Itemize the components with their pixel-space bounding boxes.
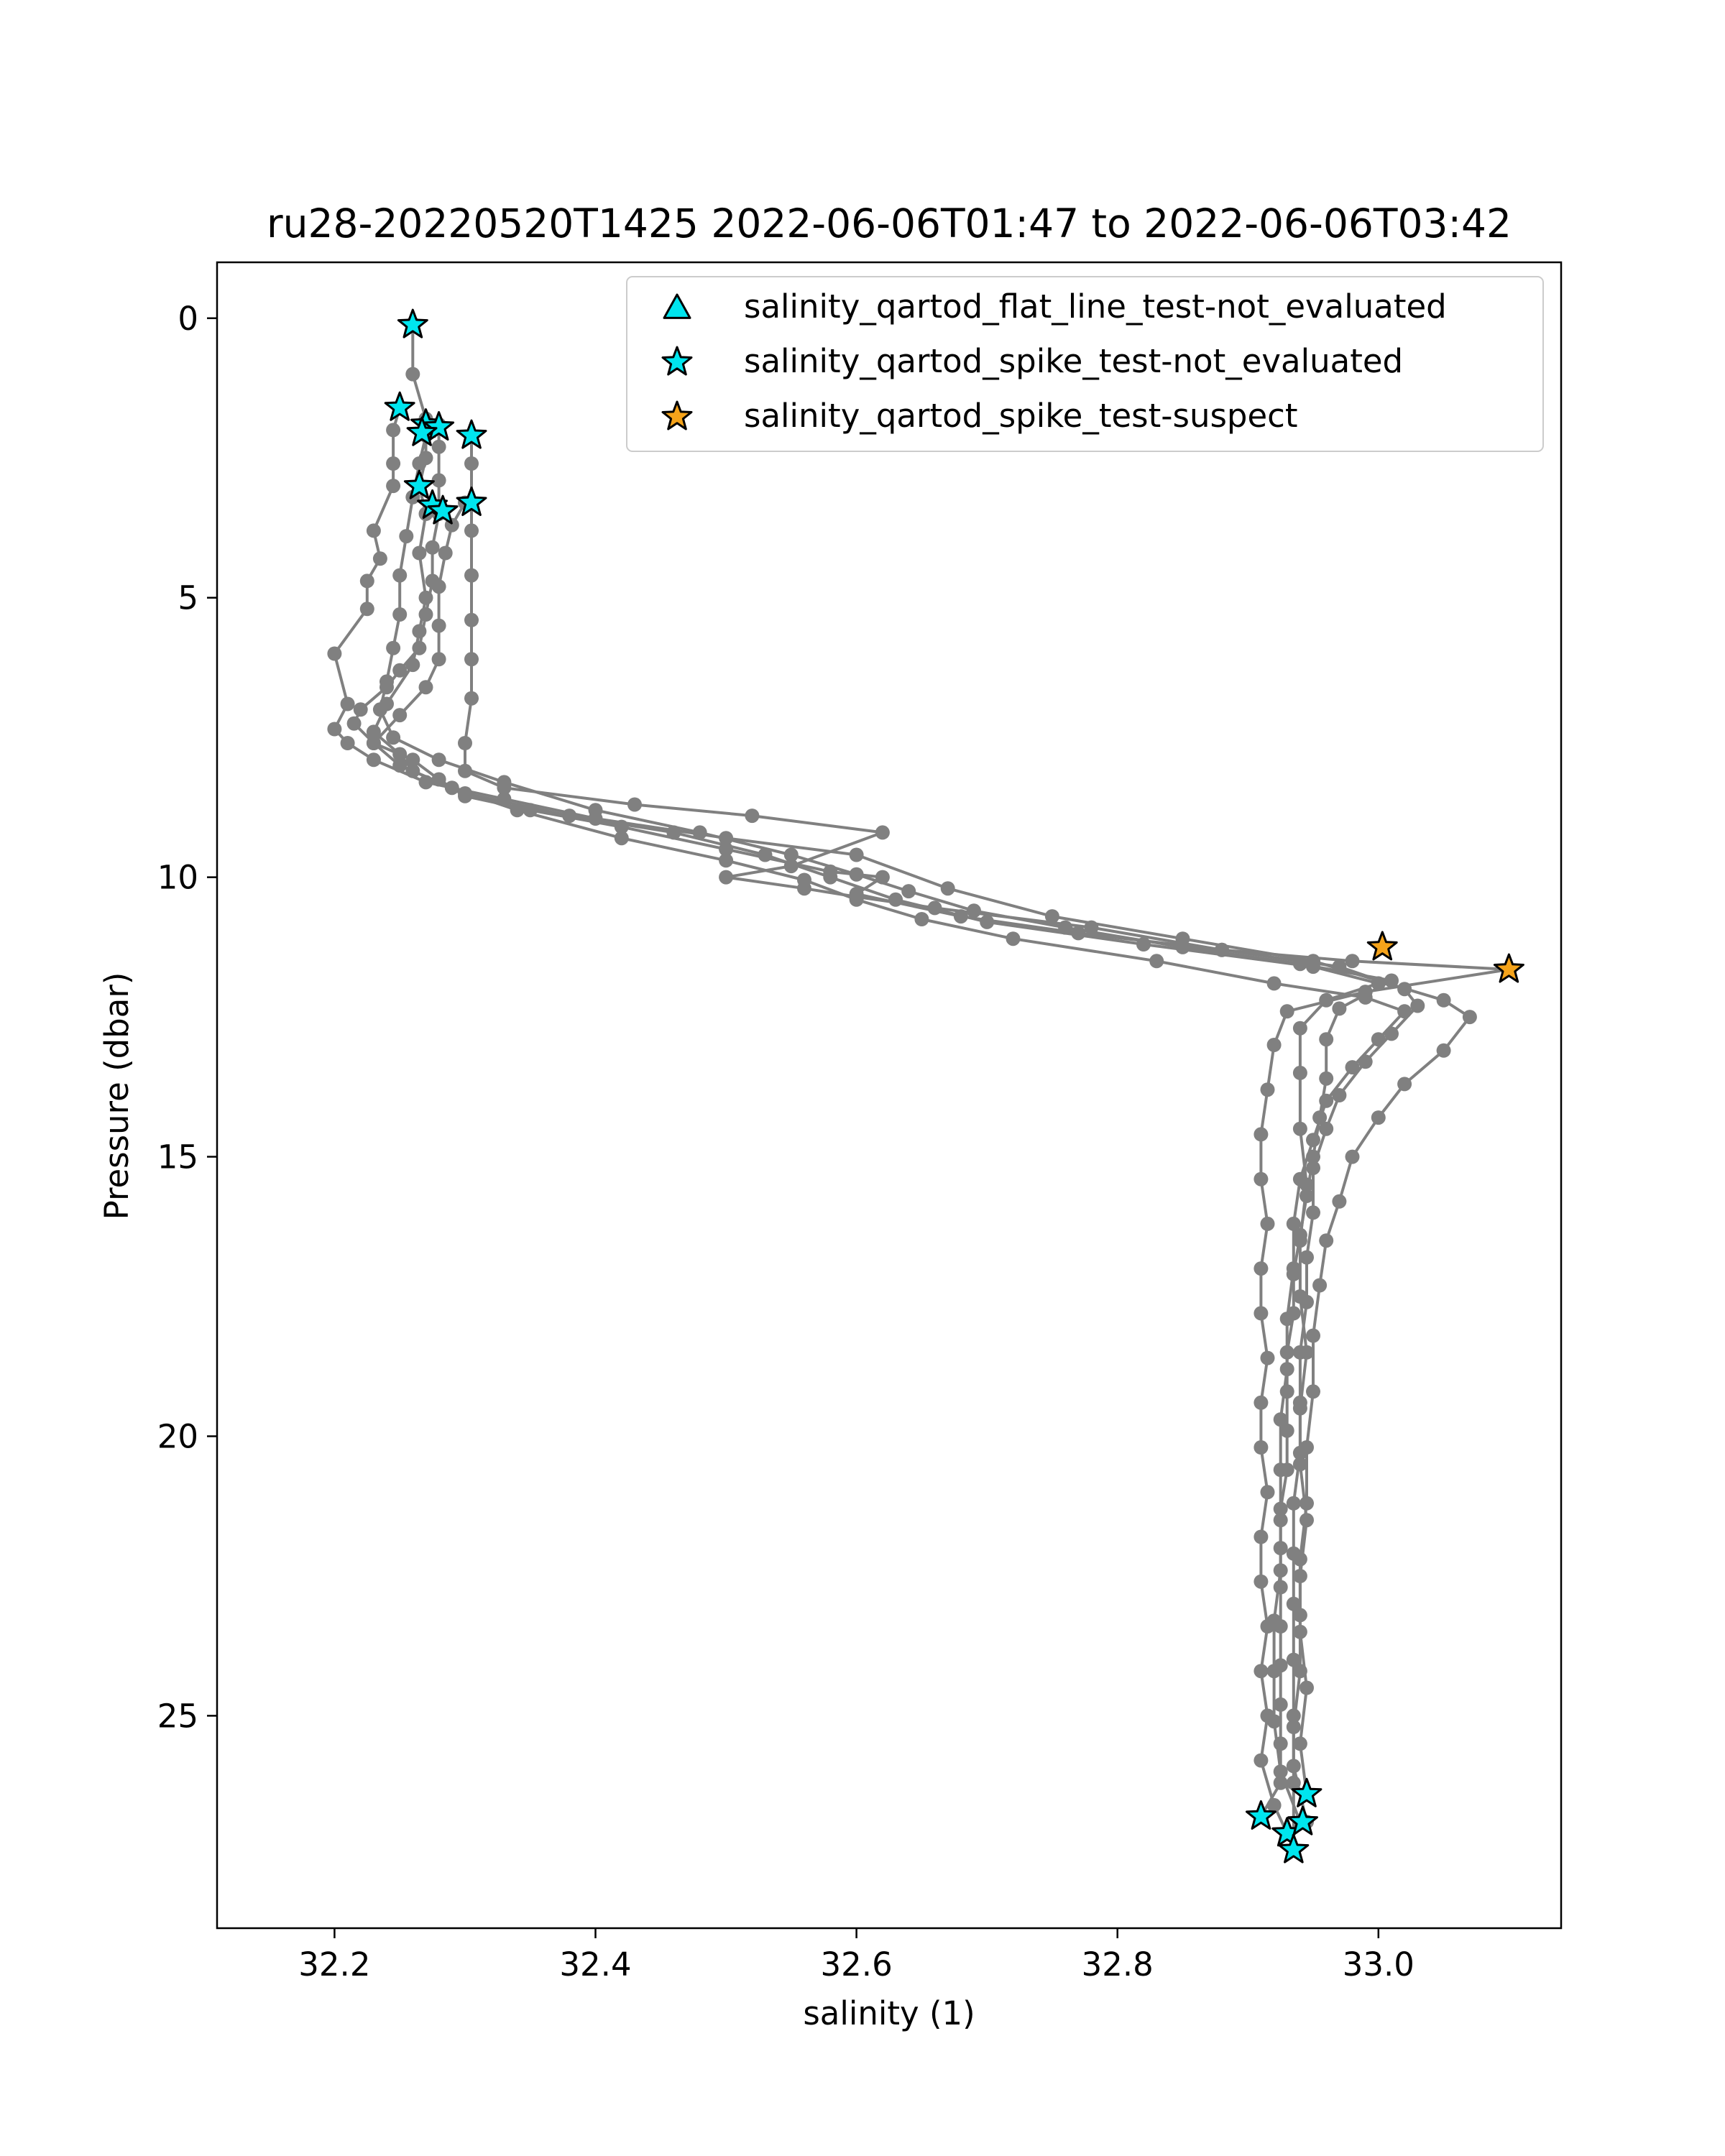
profile-point — [1300, 1189, 1314, 1203]
profile-point — [693, 825, 707, 839]
profile-point — [1149, 954, 1164, 968]
y-tick-label: 15 — [157, 1138, 198, 1176]
profile-point — [1274, 1580, 1288, 1595]
profile-point — [1254, 1440, 1268, 1455]
profile-point — [1261, 1485, 1275, 1499]
profile-point — [464, 691, 479, 706]
profile-point — [1397, 1077, 1412, 1091]
profile-point — [327, 722, 341, 737]
profile-point — [1274, 1619, 1288, 1634]
profile-point — [1254, 1306, 1268, 1320]
profile-point — [464, 613, 479, 627]
profile-point — [797, 873, 811, 888]
profile-point — [1254, 1261, 1268, 1276]
profile-point — [1346, 954, 1360, 968]
x-tick-label: 32.2 — [298, 1945, 371, 1984]
profile-point — [392, 708, 407, 722]
profile-point — [392, 663, 407, 678]
profile-point — [627, 798, 642, 812]
profile-point — [1261, 1217, 1275, 1231]
profile-point — [1306, 1384, 1320, 1399]
profile-point — [1384, 974, 1399, 988]
profile-point — [1254, 1127, 1268, 1141]
profile-point — [405, 367, 420, 382]
profile-point — [1437, 993, 1451, 1008]
profile-point — [1274, 1502, 1288, 1516]
profile-point — [1332, 1194, 1346, 1209]
profile-point — [954, 909, 968, 923]
x-axis-label: salinity (1) — [803, 1994, 975, 2032]
profile-point — [1293, 1172, 1307, 1187]
x-tick-label: 32.4 — [559, 1945, 632, 1984]
profile-point — [875, 825, 890, 839]
profile-point — [1371, 1110, 1386, 1125]
profile-point — [1261, 1351, 1275, 1365]
profile-point — [1300, 1250, 1314, 1265]
profile-point — [432, 619, 446, 633]
profile-point — [327, 647, 341, 661]
profile-point — [1319, 1072, 1333, 1086]
profile-point — [1312, 1110, 1327, 1125]
profile-point — [615, 831, 629, 845]
profile-point — [412, 546, 426, 561]
y-tick-label: 0 — [178, 299, 198, 338]
profile-point — [464, 568, 479, 583]
profile-point — [1176, 940, 1190, 954]
x-tick-label: 32.8 — [1081, 1945, 1154, 1984]
profile-point — [1006, 931, 1021, 946]
profile-point — [1254, 1172, 1268, 1187]
profile-lines-layer — [327, 317, 1516, 1858]
y-tick-label: 25 — [157, 1697, 198, 1736]
profile-point — [1287, 1653, 1301, 1667]
profile-point — [850, 893, 864, 907]
profile-point — [1287, 1496, 1301, 1511]
profile-point — [914, 912, 929, 926]
profile-point — [1280, 1345, 1294, 1360]
profile-point — [967, 903, 981, 918]
profile-point — [386, 456, 400, 471]
profile-point — [373, 702, 387, 717]
profile-point — [1300, 1681, 1314, 1695]
profile-point — [405, 752, 420, 767]
profile-point — [392, 607, 407, 622]
profile-point — [1254, 1754, 1268, 1768]
profile-point — [901, 884, 916, 898]
profile-point — [445, 780, 459, 795]
profile-point — [1293, 1066, 1307, 1080]
profile-point — [1274, 1736, 1288, 1751]
legend-label-spike-not-evaluated: salinity_qartod_spike_test-not_evaluated — [744, 342, 1404, 380]
y-axis-label: Pressure (dbar) — [98, 972, 136, 1220]
profile-point — [373, 551, 387, 566]
profile-point — [1319, 1233, 1333, 1248]
profile-point — [510, 803, 525, 817]
profile-point — [1371, 1032, 1386, 1046]
profile-point — [360, 602, 374, 616]
profile-point — [745, 808, 759, 823]
profile-point — [354, 702, 368, 717]
legend — [627, 277, 1543, 451]
profile-point — [341, 697, 355, 711]
profile-point — [438, 546, 453, 561]
profile-point — [367, 736, 381, 750]
profile-point — [464, 523, 479, 538]
profile-point — [1346, 1060, 1360, 1074]
profile-point — [1300, 1295, 1314, 1309]
y-tick-label: 10 — [157, 858, 198, 897]
profile-point — [1274, 1776, 1288, 1790]
x-tick-label: 32.6 — [820, 1945, 893, 1984]
profile-point — [1280, 1462, 1294, 1477]
profile-point — [1254, 1575, 1268, 1589]
x-axis-ticks — [298, 1928, 1414, 1984]
profile-point — [426, 540, 440, 555]
legend-label-flat-line-not-evaluated: salinity_qartod_flat_line_test-not_evaluated — [744, 287, 1447, 326]
profile-point — [1463, 1010, 1477, 1024]
profile-point — [1287, 1759, 1301, 1773]
suspect-star-marker — [1494, 954, 1523, 982]
profile-point — [1280, 1004, 1294, 1018]
plot-area-frame — [217, 262, 1561, 1928]
profile-point — [1274, 1541, 1288, 1555]
profile-point — [1300, 1496, 1314, 1511]
y-axis-ticks — [157, 300, 217, 1736]
profile-point — [1293, 1396, 1307, 1410]
profile-point — [1287, 1267, 1301, 1281]
profile-point — [1280, 1424, 1294, 1438]
profile-point — [412, 456, 426, 471]
profile-point — [432, 440, 446, 454]
profile-point — [497, 775, 511, 789]
profile-point — [1267, 1038, 1282, 1052]
profile-point — [719, 870, 733, 885]
profile-point — [1312, 1279, 1327, 1293]
x-tick-label: 33.0 — [1342, 1945, 1414, 1984]
legend-label-spike-suspect: salinity_qartod_spike_test-suspect — [744, 397, 1298, 435]
profile-point — [432, 752, 446, 767]
profile-point — [367, 523, 381, 538]
profile-point — [1293, 1122, 1307, 1136]
profile-point — [419, 607, 433, 622]
profile-point — [1261, 1082, 1275, 1097]
profile-point — [589, 803, 603, 817]
profile-point — [412, 641, 426, 655]
profile-point — [1293, 1021, 1307, 1036]
profile-line-1 — [374, 324, 1379, 1795]
profile-line-6 — [380, 436, 1392, 1816]
profile-point — [432, 579, 446, 594]
profile-point — [1293, 1446, 1307, 1460]
profile-point — [1215, 943, 1229, 957]
flagged-points-layer — [385, 310, 1523, 1862]
profile-point — [1267, 1714, 1282, 1728]
profile-point — [386, 641, 400, 655]
profile-point — [1254, 1664, 1268, 1678]
profile-point — [1267, 976, 1282, 990]
profile-point — [1410, 999, 1425, 1013]
y-tick-label: 5 — [178, 579, 198, 617]
profile-point — [399, 529, 413, 543]
profile-point — [464, 456, 479, 471]
profile-point — [1437, 1044, 1451, 1058]
profile-point — [1274, 1658, 1288, 1672]
profile-point — [1287, 1708, 1301, 1723]
profile-point — [341, 736, 355, 750]
profile-point — [419, 680, 433, 694]
profile-point — [392, 568, 407, 583]
profile-point — [464, 652, 479, 666]
profile-point — [367, 752, 381, 767]
profile-point — [850, 867, 864, 882]
profile-point — [386, 423, 400, 437]
profile-point — [1058, 921, 1072, 935]
profile-point — [1319, 1032, 1333, 1046]
profile-point — [347, 717, 362, 731]
profile-point — [392, 758, 407, 773]
not-evaluated-star-marker — [385, 392, 414, 420]
profile-point — [1397, 1004, 1412, 1018]
profile-point — [380, 674, 394, 688]
chart-title: ru28-20220520T1425 2022-06-06T01:47 to 2022-06-06T03:42 — [267, 201, 1512, 247]
profile-point — [719, 853, 733, 867]
profile-point — [432, 652, 446, 666]
profile-point — [1287, 1597, 1301, 1611]
profile-point — [1293, 1736, 1307, 1751]
profile-point — [1332, 1001, 1346, 1015]
profile-point — [1274, 1697, 1288, 1712]
profile-point — [386, 479, 400, 493]
profile-point — [1254, 1530, 1268, 1544]
profile-point — [1306, 1205, 1320, 1220]
profile-point — [941, 881, 955, 895]
profile-point — [1293, 1228, 1307, 1243]
profile-point — [850, 848, 864, 862]
profile-point — [1293, 1345, 1307, 1360]
profile-line-5 — [374, 503, 1404, 1823]
profile-point — [1280, 1384, 1294, 1399]
profile-point — [1306, 1329, 1320, 1343]
profile-point — [784, 848, 799, 862]
profile-point — [1293, 957, 1307, 971]
profile-point — [1287, 1547, 1301, 1561]
profile-point — [386, 730, 400, 745]
y-tick-label: 20 — [157, 1417, 198, 1456]
profile-point — [360, 573, 374, 588]
profile-point — [1306, 1150, 1320, 1164]
profile-point — [1346, 1150, 1360, 1164]
profile-point — [1287, 1306, 1301, 1320]
profile-point — [458, 736, 472, 750]
profile-point — [1254, 1396, 1268, 1410]
profile-line-4 — [354, 425, 1509, 1833]
suspect-star-marker — [1368, 932, 1397, 959]
